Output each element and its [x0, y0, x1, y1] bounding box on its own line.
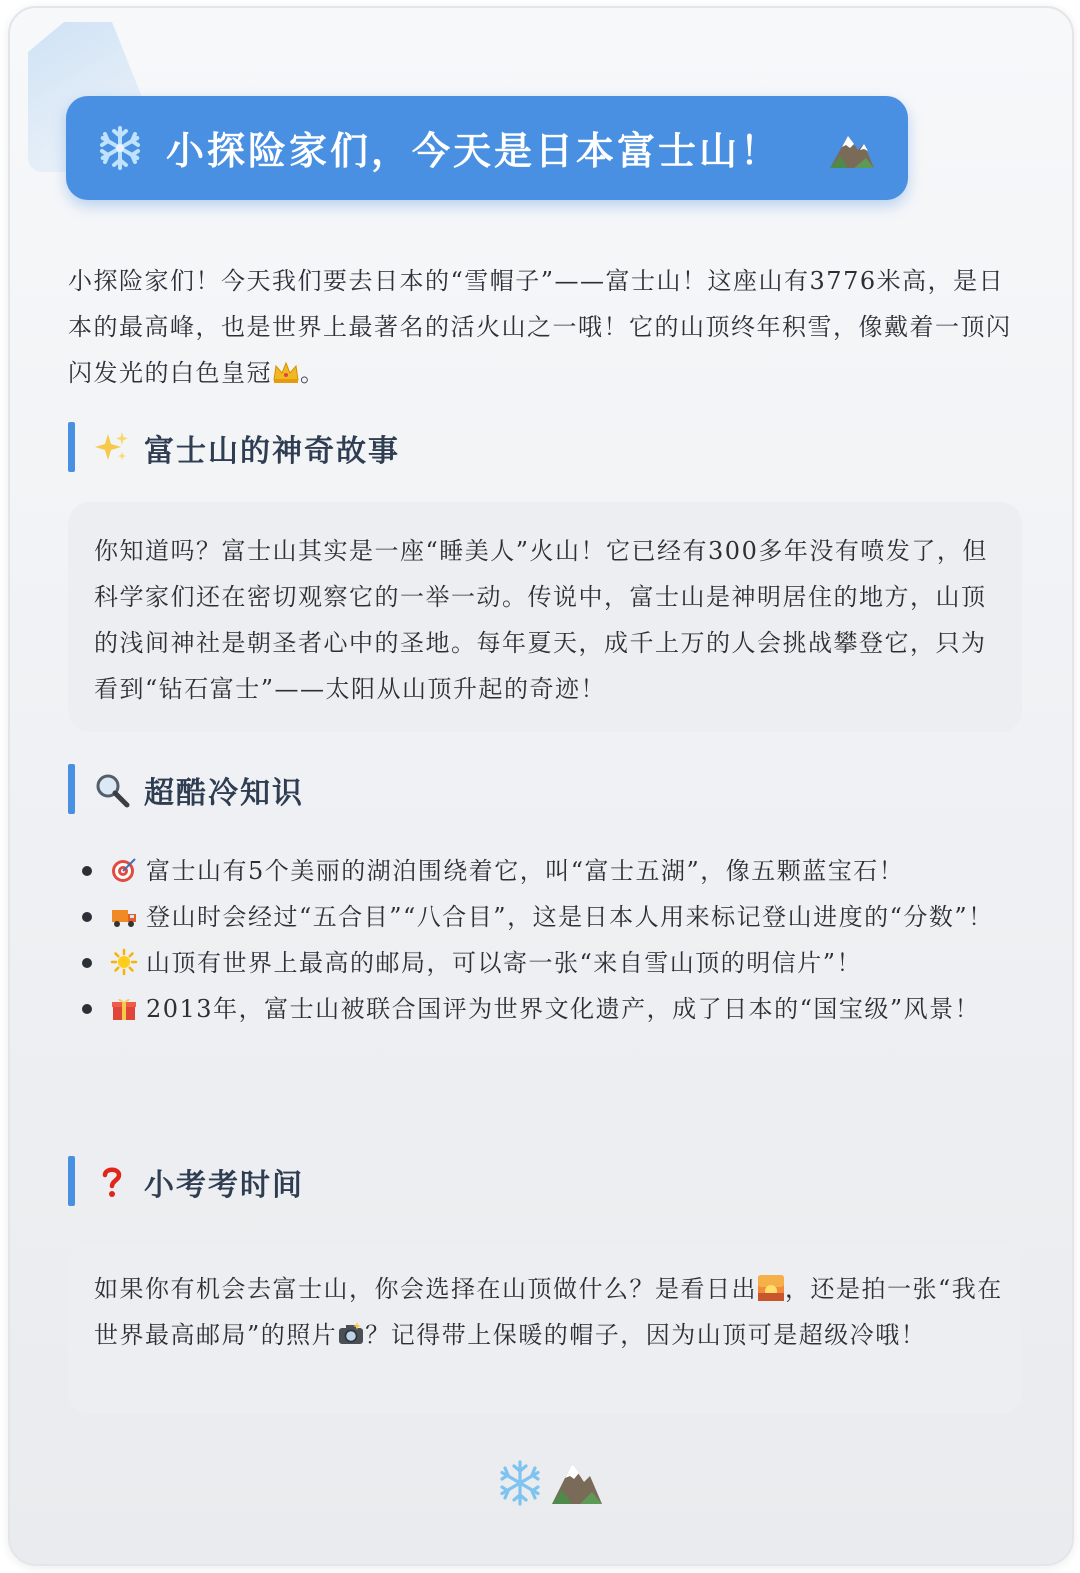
quiz-heading — [68, 1156, 668, 1206]
fact-text: 登山时会经过“五合目”“八合目”，这是日本人用来标记登山进度的“分数”！ — [146, 903, 994, 931]
list-item — [68, 848, 1018, 894]
heading-accent-bar — [68, 422, 75, 472]
quiz-text-part: 如果你有机会去富士山，你会选择在山顶做什么？是看日出 — [94, 1275, 757, 1303]
title-banner — [66, 96, 908, 200]
fact-text: 富士山有5个美丽的湖泊围绕着它，叫“富士五湖”，像五颗蓝宝石！ — [146, 857, 905, 885]
quiz-heading-text: 小考考时间 — [144, 1168, 304, 1203]
truck-icon — [110, 902, 138, 930]
sunrise-icon — [757, 1274, 785, 1302]
intro-text-end: 。 — [300, 359, 326, 387]
story-heading-text: 富士山的神奇故事 — [144, 434, 400, 469]
fact-text: 2013年，富士山被联合国评为世界文化遗产，成了日本的“国宝级”风景！ — [146, 995, 981, 1023]
bullet — [82, 912, 92, 922]
mountain-icon — [828, 130, 876, 170]
snowflake-icon — [96, 124, 144, 172]
page-title: 小探险家们，今天是日本富士山！ — [166, 128, 782, 173]
footer-decoration — [494, 1454, 604, 1510]
bullet — [82, 958, 92, 968]
fact-text: 山顶有世界上最高的邮局，可以寄一张“来自雪山顶的明信片”！ — [146, 949, 863, 977]
sun-icon — [110, 948, 138, 976]
facts-heading — [68, 764, 668, 814]
quiz-text — [94, 1266, 1004, 1358]
sparkles-icon — [94, 430, 130, 466]
camera-icon — [337, 1320, 365, 1348]
list-item — [68, 894, 1018, 940]
story-text: 你知道吗？富士山其实是一座“睡美人”火山！它已经有300多年没有喷发了，但科学家们还在密切观察它的一举一动。传说中，富士山是神明居住的地方，山顶的浅间神社是朝圣者心中的圣地。每年夏天，成千上万的人会挑战攀登它，只为看到“钻石富士”——太阳从山顶升起的奇迹！ — [94, 537, 988, 703]
intro-paragraph — [68, 258, 1018, 396]
gift-icon — [110, 994, 138, 1022]
list-item — [68, 940, 1018, 986]
quiz-text-part: ，还是拍一张“我在世界最高邮局”的照片 — [94, 1275, 1003, 1349]
bullet — [82, 1004, 92, 1014]
heading-accent-bar — [68, 1156, 75, 1206]
list-item — [68, 986, 1018, 1032]
story-panel — [68, 502, 1022, 732]
target-icon — [110, 856, 138, 884]
quiz-text-part: ？记得带上保暖的帽子，因为山顶可是超级冷哦！ — [365, 1321, 927, 1349]
mountain-icon — [552, 1464, 602, 1504]
facts-heading-text: 超酷冷知识 — [144, 776, 304, 811]
crown-icon — [272, 358, 300, 386]
intro-text: 小探险家们！今天我们要去日本的“雪帽子”——富士山！这座山有3776米高，是日本的最高峰，也是世界上最著名的活火山之一哦！它的山顶终年积雪，像戴着一顶闪闪发光的白色皇冠 — [68, 267, 1012, 387]
question-mark-icon — [94, 1164, 130, 1200]
bullet — [82, 866, 92, 876]
heading-accent-bar — [68, 764, 75, 814]
story-heading — [68, 422, 668, 472]
facts-list — [68, 848, 1018, 1032]
quiz-panel — [68, 1244, 1022, 1414]
snowflake-icon — [502, 1462, 538, 1504]
magnifier-icon — [94, 772, 130, 808]
page-card — [8, 6, 1074, 1566]
